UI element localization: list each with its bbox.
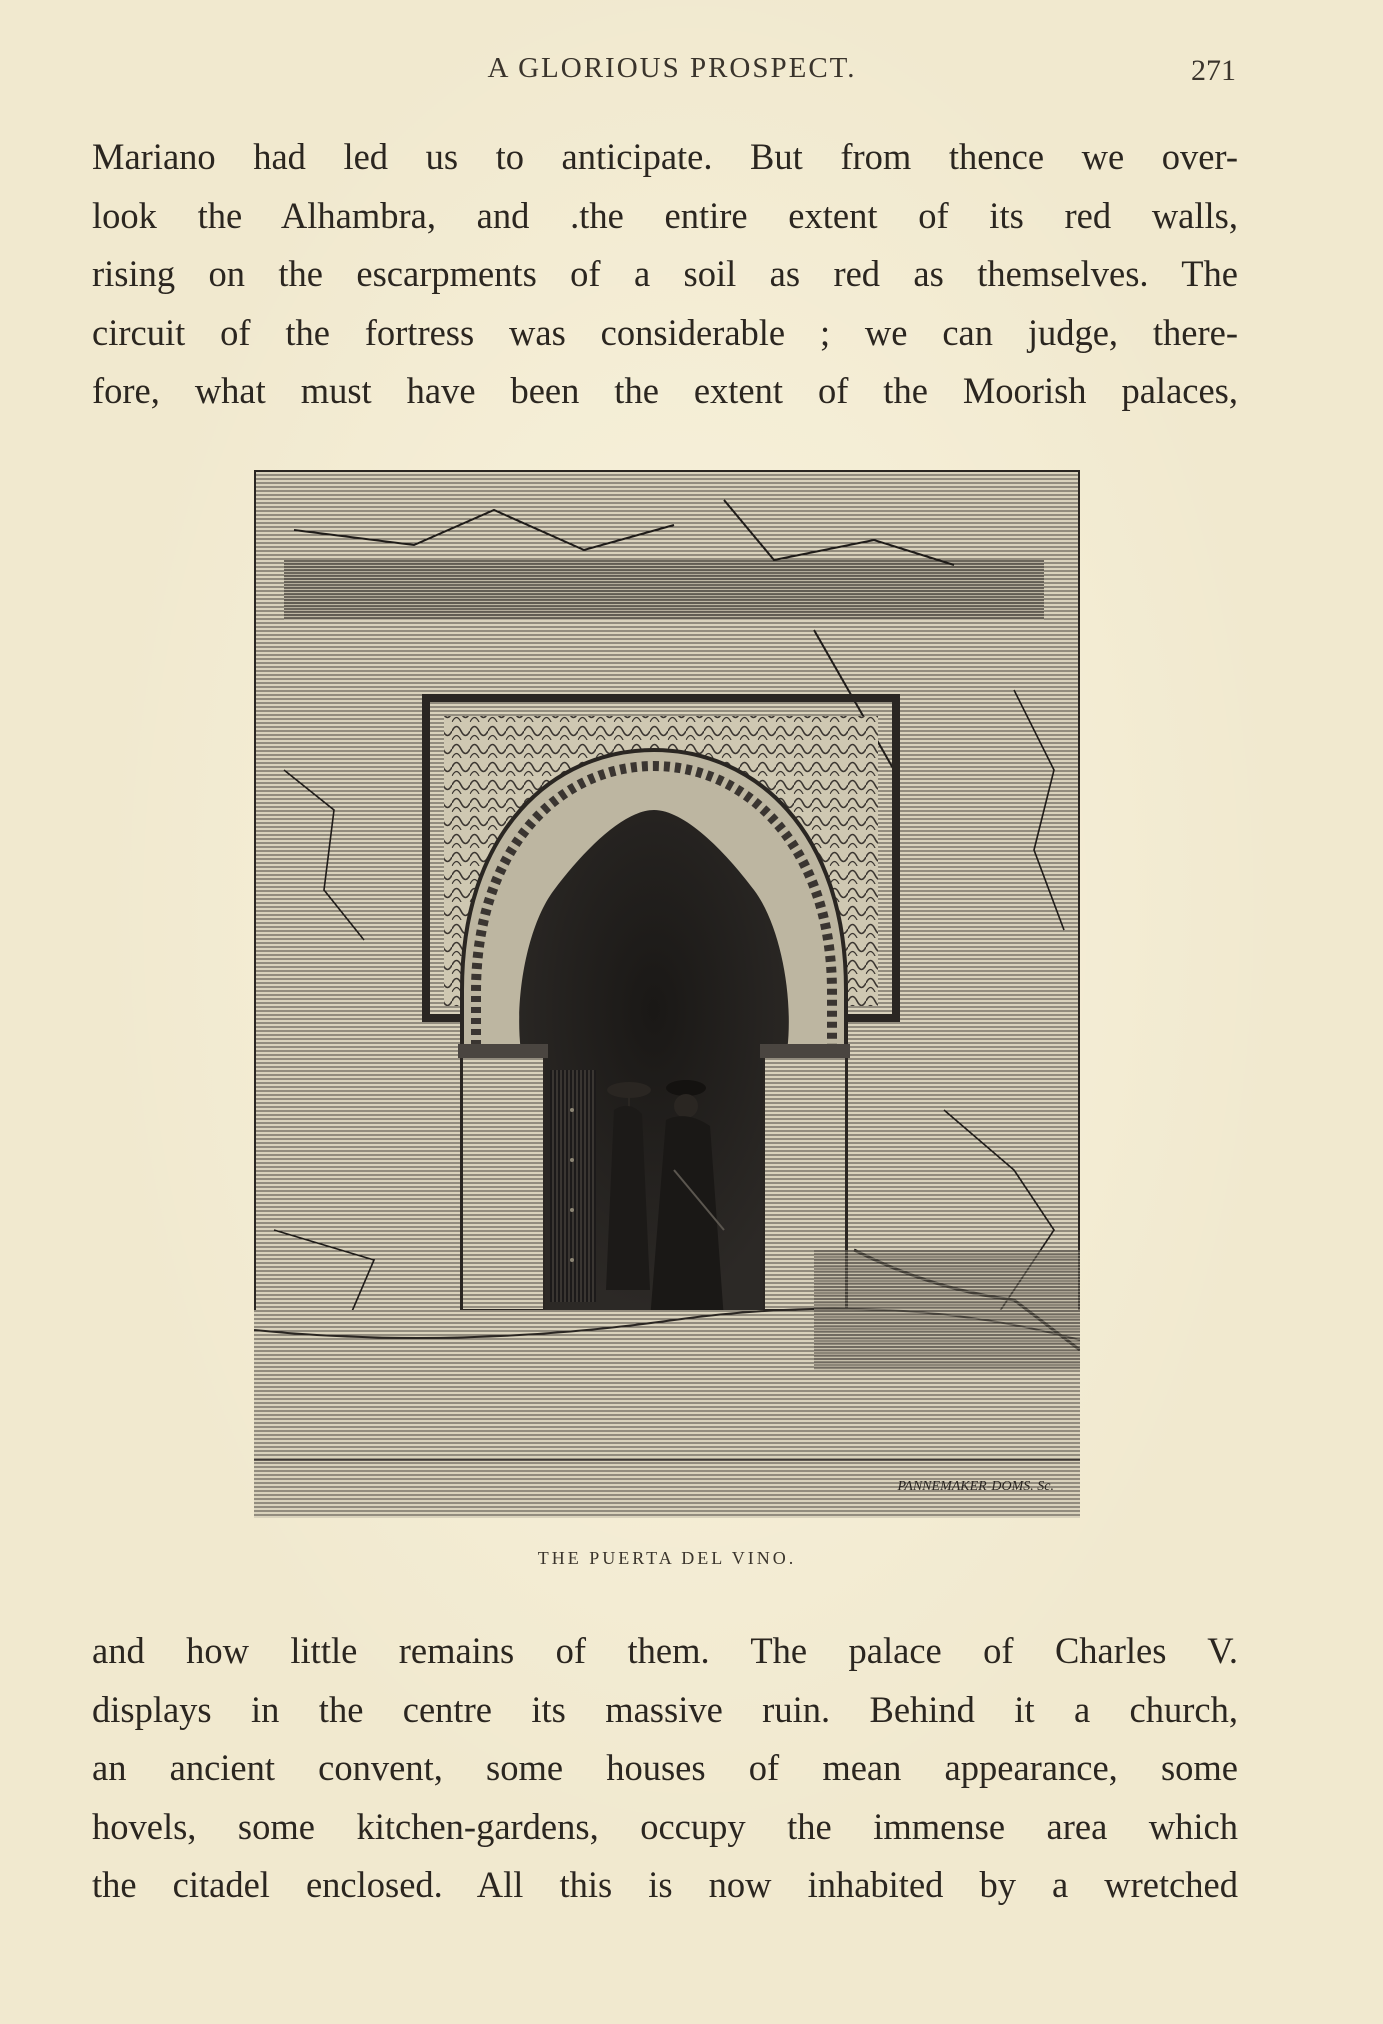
text-line: the citadel enclosed. All this is now inhabited by a wretched: [92, 1864, 1238, 1905]
figure-caption: THE PUERTA DEL VINO.: [537, 1548, 797, 1568]
text-line: an ancient convent, some houses of mean appearance, some: [92, 1747, 1238, 1788]
text-line: rising on the escarpments of a soil as red as themselves. The: [92, 253, 1238, 294]
text-line: hovels, some kitchen-gardens, occupy the immense area which: [92, 1805, 1238, 1847]
engraver-signature: PANNEMAKER-DOMS. Sc.: [897, 1479, 1054, 1494]
page-number: 271: [1191, 54, 1236, 87]
text-line: Mariano had led us to anticipate. But from thence we over-: [92, 136, 1238, 177]
text-line: circuit of the fortress was considerable ; we can judge, there-: [92, 311, 1238, 353]
body-paragraph-top: [92, 128, 1238, 421]
engraving-illustration: [254, 470, 1080, 1518]
wooden-door: [550, 1070, 596, 1302]
running-head: [92, 52, 1238, 92]
body-paragraph-bottom: [92, 1622, 1238, 1915]
text-line: fore, what must have been the extent of the Moorish palaces,: [92, 370, 1238, 411]
running-title: A GLORIOUS PROSPECT.: [487, 52, 857, 84]
text-line: displays in the centre its massive ruin. Behind it a church,: [92, 1688, 1238, 1730]
text-line: look the Alhambra, and .the entire extent of its red walls,: [92, 194, 1238, 236]
engraving-svg: [254, 470, 1080, 1518]
text-line: and how little remains of them. The palace of Charles V.: [92, 1630, 1238, 1671]
